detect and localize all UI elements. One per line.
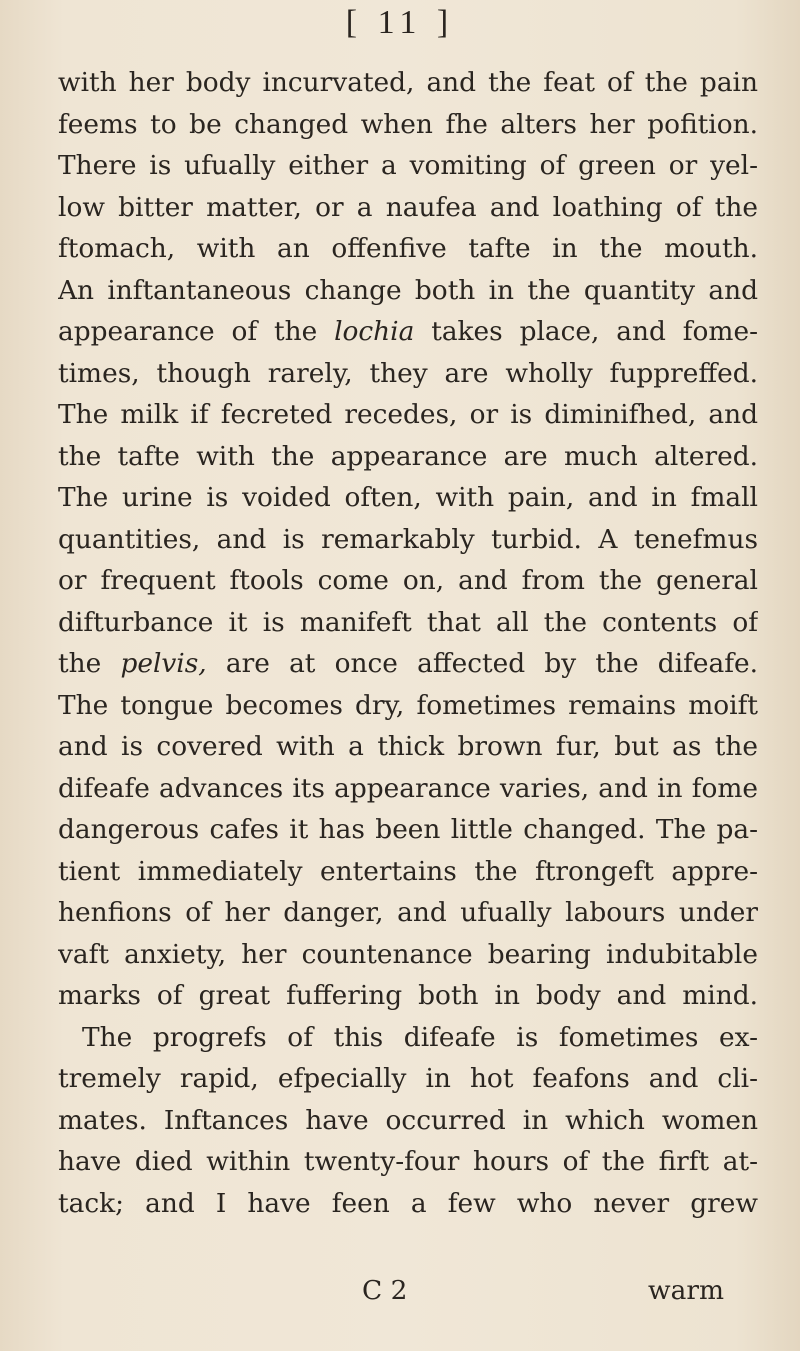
text-line: difeafe advances its appearance varies, and in fome [58,772,758,804]
text-line: mates. Inftances have occurred in which women [58,1104,758,1136]
text-line: tremely rapid, efpecially in hot feafons and cli- [58,1063,758,1094]
text-line: difturbance it is manifeft that all the contents of [58,606,758,638]
text-line: times, though rarely, they are wholly fuppreffed. [58,357,758,389]
text-line: There is ufually either a vomiting of green or yel- [58,150,758,181]
text-line: low bitter matter, or a naufea and loathing of the [58,191,758,223]
text-line: An inftantaneous change both in the quantity and [58,274,758,306]
text-line: henfions of her danger, and ufually labours under [58,897,758,928]
text-segment: are at once affected by the difeafe. [206,648,758,679]
text-segment: takes place, and fome- [414,316,758,347]
page-number: [ 11 ] [345,4,455,41]
italic-term: lochia [334,316,415,347]
text-line: The progrefs of this difeafe is fometimes ex- [82,1021,758,1053]
text-line: vaft anxiety, her countenance bearing indubitable [58,938,758,970]
text-line: The tongue becomes dry, fometimes remains moift [58,689,758,721]
text-line: tack; and I have feen a few who never grew [58,1187,758,1219]
body-text [58,62,758,1224]
text-line: dangerous cafes it has been little changed. The pa- [58,814,758,845]
text-line [58,643,758,685]
text-line: or frequent ftools come on, and from the general [58,565,758,596]
text-line: marks of great fuffering both in body and mind. [58,980,758,1011]
text-line: the tafte with the appearance are much altered. [58,440,758,472]
text-segment: the [58,648,121,679]
text-line: The urine is voided often, with pain, and in fmall [58,482,758,513]
page-footer [0,1270,800,1312]
signature-mark: C 2 [362,1275,408,1306]
text-segment: appearance of the [58,316,335,347]
text-line: The milk if fecreted recedes, or is diminifhed, and [58,399,758,430]
italic-term: pelvis, [120,648,207,679]
text-line: quantities, and is remarkably turbid. A tenefmus [58,523,758,555]
text-line: ftomach, with an offenfive tafte in the mouth. [58,233,758,264]
text-line: have died within twenty-four hours of the firft at- [58,1146,758,1177]
text-line: with her body incurvated, and the feat of the pain [58,67,758,98]
text-line: and is covered with a thick brown fur, but as the [58,731,758,762]
text-line [58,311,758,353]
text-line: tient immediately entertains the ftrongeft appre- [58,855,758,887]
text-line: feems to be changed when fhe alters her pofition. [58,108,758,140]
catchword: warm [648,1275,724,1306]
